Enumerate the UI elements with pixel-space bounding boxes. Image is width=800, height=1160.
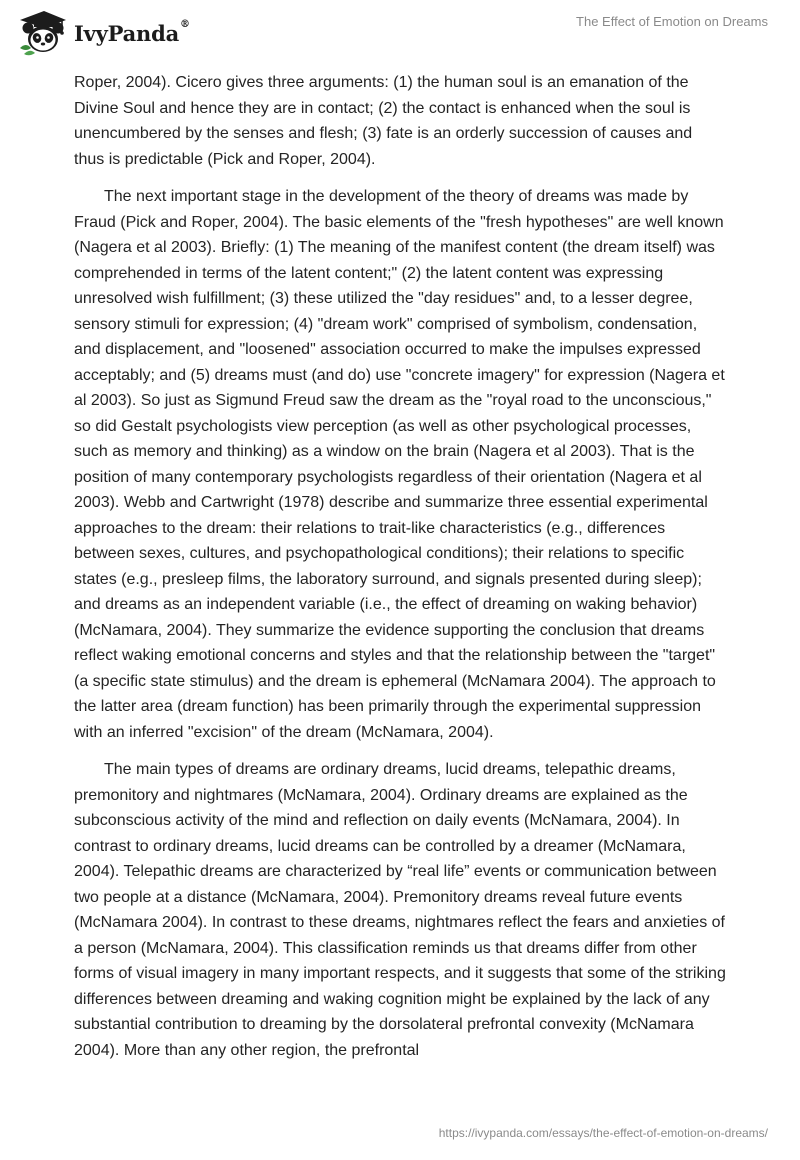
essay-body [74, 70, 726, 1075]
paragraph: The next important stage in the development of the theory of dreams was made by Fraud (Pick and Roper, 2004). The basic elements of the "fresh hypotheses" are well known (Nagera et al 2003). Briefly: (1) The meaning of the manifest content (the dream itself) was comprehended in terms of the latent content;" (2) the latent content was expressing unresolved wish fulfillment; (3) these utilized the "day residues" and, to a lesser degree, sensory stimuli for expression; (4) "dream work" comprised of symbolism, condensation, and displacement, and "loosened" association occurred to make the impulses expressed acceptably; and (5) dreams must (and do) use "concrete imagery" for expression (Nagera et al 2003). So just as Sigmund Freud saw the dream as the "royal road to the unconscious," so did Gestalt psychologists view perception (as well as other psychological processes, such as memory and thinking) as a window on the brain (Nagera et al 2003). That is the position of many contemporary psychologists regardless of their orientation (Nagera et al 2003). Webb and Cartwright (1978) describe and summarize three essential experimental approaches to the dream: their relations to trait-like characteristics (e.g., differences between sexes, cultures, and psychopathological conditions); their relations to specific states (e.g., presleep films, the laboratory surround, and signals presented during sleep); and dreams as an independent variable (i.e., the effect of dreaming on waking behavior) (McNamara, 2004). They summarize the evidence supporting the conclusion that dreams reflect waking emotional concerns and styles and that the relationship between the "target" (a specific state stimulus) and the dream is ephemeral (McNamara 2004). The approach to the latter area (dream function) has been primarily through the experimental suppression with an inferred "excision" of the dream (McNamara, 2004). [74, 188, 725, 741]
logo-wordmark: IvyPanda® [74, 18, 190, 46]
paragraph: Roper, 2004). Cicero gives three arguments: (1) the human soul is an emanation of the Divine Soul and hence they are in contact; (2) the contact is enhanced when the soul is unencumbered by the senses and flesh; (3) fate is an orderly succession of causes and thus is predictable (Pick and Roper, 2004). [74, 74, 693, 168]
source-url-link[interactable]: https://ivypanda.com/essays/the-effect-of-emotion-on-dreams/ [438, 1126, 768, 1140]
panda-graduate-icon [16, 8, 68, 56]
document-title: The Effect of Emotion on Dreams [576, 14, 768, 29]
ivypanda-logo[interactable] [16, 8, 190, 56]
paragraph: The main types of dreams are ordinary dreams, lucid dreams, telepathic dreams, premonitory and nightmares (McNamara, 2004). Ordinary dreams are explained as the subconscious activity of the mind and reflection on daily events (McNamara, 2004). In contrast to ordinary dreams, lucid dreams can be controlled by a dreamer (McNamara, 2004). Telepathic dreams are characterized by “real life” events or communication between two people at a distance (McNamara, 2004). Premonitory dreams reveal future events (McNamara 2004). In contrast to these dreams, nightmares reflect the fears and anxieties of a person (McNamara, 2004). This classification reminds us that dreams differ from other forms of visual imagery in many important respects, and it suggests that some of the striking differences between dreaming and waking cognition might be explained by the lack of any substantial contribution to dreaming by the dorsolateral prefrontal convexity (McNamara 2004). More than any other region, the prefrontal [74, 761, 726, 1059]
page-header [0, 0, 800, 64]
